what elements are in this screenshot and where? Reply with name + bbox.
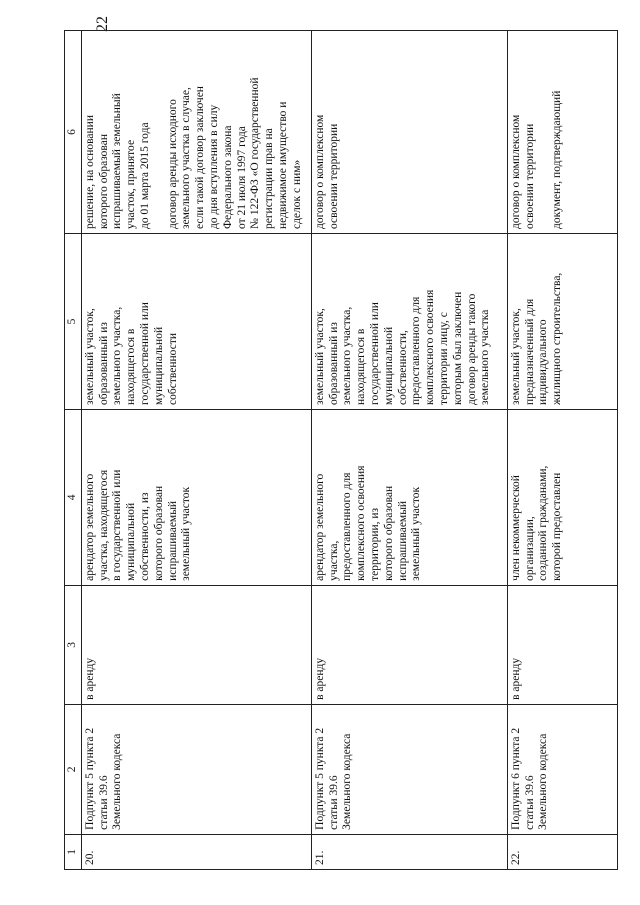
required-documents: решение, на основании которого образован испрашиваемый земельный участок, принятое до 01 марта 2015 года договор аренды исходного земельного участка в случае, если такой договор заключен до дня вступления в силу Федерального закона от 21 июля 1997 года № 122-ФЗ «О государственной регистрации прав на недвижимое имущество и сделок с ним» <box>81 31 311 234</box>
required-documents: договор о комплексном освоении территории <box>311 31 507 234</box>
legal-basis: Подпункт 5 пункта 2 статьи 39.6 Земельного кодекса <box>311 704 507 834</box>
documents-table <box>64 30 618 870</box>
required-documents: договор о комплексном освоении территории документ, подтверждающий <box>507 31 617 234</box>
legal-basis: Подпункт 6 пункта 2 статьи 39.6 Земельного кодекса <box>507 704 617 834</box>
provision-type: в аренду <box>81 585 311 704</box>
provision-type: в аренду <box>311 585 507 704</box>
table-row <box>311 31 507 870</box>
legal-basis: Подпункт 5 пункта 2 статьи 39.6 Земельного кодекса <box>81 704 311 834</box>
header-cell-4: 4 <box>65 409 82 585</box>
header-cell-5: 5 <box>65 234 82 410</box>
applicant: член некоммерческой организации, созданной гражданами, которой предоставлен <box>507 409 617 585</box>
row-number: 22. <box>507 834 617 869</box>
rotated-table-container <box>64 30 624 870</box>
page-number: 22 <box>94 16 111 32</box>
row-number: 21. <box>311 834 507 869</box>
provision-type: в аренду <box>507 585 617 704</box>
row-number: 20. <box>81 834 311 869</box>
header-cell-1: 1 <box>65 834 82 869</box>
header-cell-3: 3 <box>65 585 82 704</box>
applicant: арендатор земельного участка, предоставленного для комплексного освоения территории, из которого образован испрашиваемый земельный участок <box>311 409 507 585</box>
land-plot: земельный участок, образованный из земельного участка, находящегося в государственной или муниципальной собственности, предоставленного для комплексного освоения территории лицу, с которым был заключен договор аренды такого земельного участка <box>311 234 507 410</box>
header-cell-6: 6 <box>65 31 82 234</box>
header-row <box>65 31 82 870</box>
land-plot: земельный участок, образованный из земельного участка, находящегося в государственной или муниципальной собственности <box>81 234 311 410</box>
table-row <box>507 31 617 870</box>
header-cell-2: 2 <box>65 704 82 834</box>
applicant: арендатор земельного участка, находящегося в государственной или муниципальной собственности, из которого образован испрашиваемый земельный участок <box>81 409 311 585</box>
table-row <box>81 31 311 870</box>
land-plot: земельный участок, предназначенный для индивидуального жилищного строительства, <box>507 234 617 410</box>
